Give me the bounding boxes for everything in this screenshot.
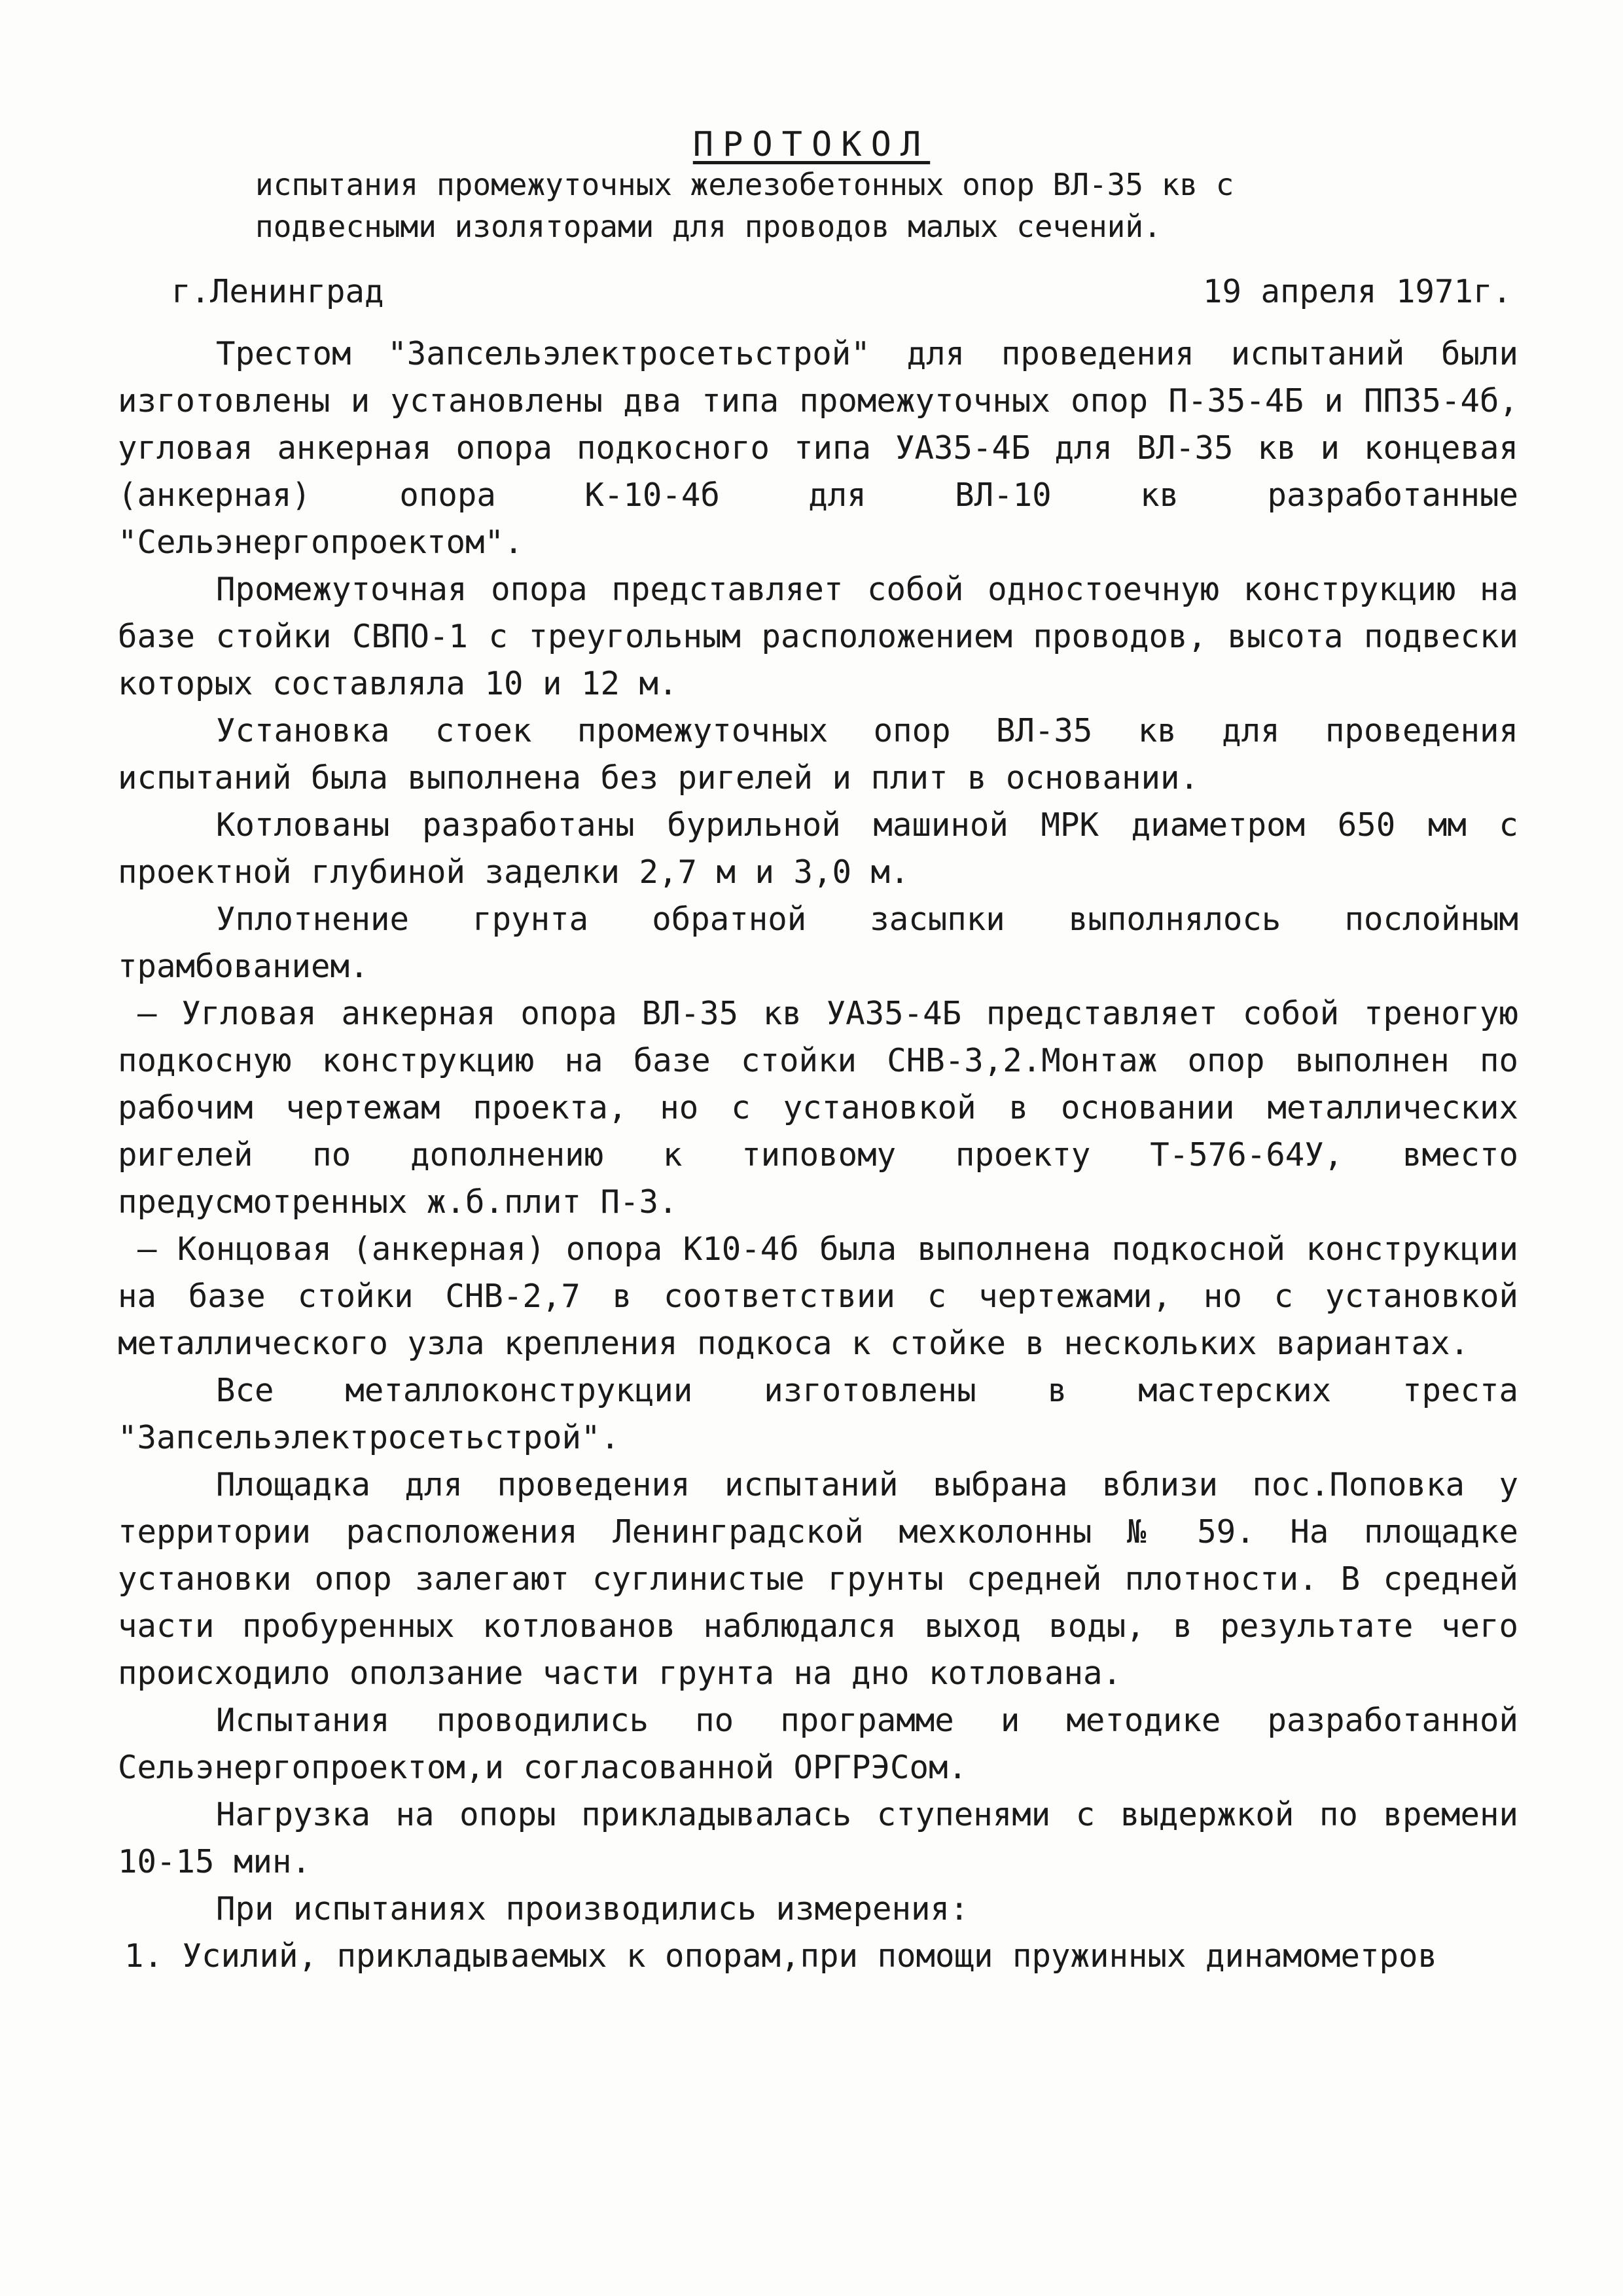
document-date: 19 апреля 1971г. bbox=[1202, 273, 1512, 310]
paragraph-5: Уплотнение грунта обратной засыпки выполнялось послойным трамбованием. bbox=[118, 901, 1518, 985]
document-body bbox=[118, 331, 1518, 1980]
paragraph-9: Площадка для проведения испытаний выбрана вблизи пос.Поповка у территории расположения Ленинградской мехколонны № 59. На площадке установки опор залегают суглинистые грунты средней плотности. В средней части пробуренных котлованов наблюдался выход воды, в результате чего происходило оползание части грунта на дно котлована. bbox=[118, 1466, 1518, 1692]
document-title: ПРОТОКОЛ bbox=[692, 125, 931, 164]
paragraph-3: Установка стоек промежуточных опор ВЛ-35 кв для проведения испытаний была выполнена без ригелей и плит в основании. bbox=[118, 712, 1518, 797]
paragraph-11: Нагрузка на опоры прикладывалась ступенями с выдержкой по времени 10-15 мин. bbox=[118, 1796, 1518, 1880]
document-subtitle: испытания промежуточных железобетонных опор ВЛ-35 кв с подвесными изоляторами для проводов малых сечений. bbox=[255, 167, 1234, 244]
paragraph-8: Все металлоконструкции изготовлены в мастерских треста "Запсельэлектросетьстрой". bbox=[118, 1372, 1518, 1456]
paragraph-6: — Угловая анкерная опора ВЛ-35 кв УА35-4Б представляет собой треногую подкосную конструкцию на базе стойки СНВ-3,2.Монтаж опор выполнен по рабочим чертежам проекта, но с установкой в основании металлических ригелей по дополнению к типовому проекту Т-576-64У, вместо предусмотренных ж.б.плит П-3. bbox=[118, 995, 1518, 1221]
paragraph-12: При испытаниях производились измерения: bbox=[216, 1890, 969, 1928]
paragraph-7: — Концовая (анкерная) опора К10-4б была выполнена подкосной конструкции на базе стойки СНВ-2,7 в соответствии с чертежами, но с установкой металлического узла крепления подкоса к стойке в нескольких вариантах. bbox=[118, 1230, 1518, 1362]
list-item-1: 1. Усилий, прикладываемых к опорам,при помощи пружинных динамометров bbox=[124, 1937, 1438, 1975]
document-city: г.Ленинград bbox=[171, 273, 384, 310]
paragraph-10: Испытания проводились по программе и методике разработанной Сельэнергопроектом,и согласованной ОРГРЭСом. bbox=[118, 1702, 1518, 1786]
paragraph-2: Промежуточная опора представляет собой одностоечную конструкцию на базе стойки СВПО-1 с треугольным расположением проводов, высота подвески которых составляла 10 и 12 м. bbox=[118, 571, 1518, 702]
paragraph-4: Котлованы разработаны бурильной машиной МРК диаметром 650 мм с проектной глубиной заделки 2,7 м и 3,0 м. bbox=[118, 806, 1518, 891]
paragraph-1: Трестом "Запсельэлектросетьстрой" для проведения испытаний были изготовлены и установлены два типа промежуточных опор П-35-4Б и ПП35-4б, угловая анкерная опора подкосного типа УА35-4Б для ВЛ-35 кв и концевая (анкерная) опора К-10-4б для ВЛ-10 кв разработанные "Сельэнергопроектом". bbox=[118, 335, 1518, 561]
